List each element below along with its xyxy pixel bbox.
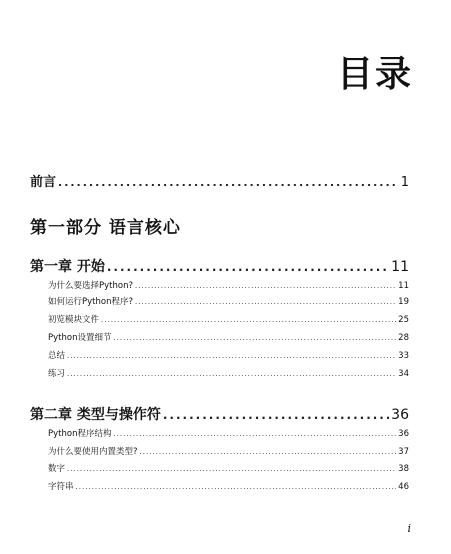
toc-entry-preface[interactable] [30, 171, 409, 190]
toc-section[interactable] [48, 295, 409, 307]
chapter-page: 11 [391, 259, 409, 275]
section-label: 如何运行Python程序? [48, 297, 133, 307]
section-label: 练习 [48, 369, 66, 379]
toc-section[interactable] [48, 427, 409, 439]
dot-leader [113, 334, 396, 342]
section-page: 11 [398, 281, 409, 291]
toc-section[interactable] [48, 367, 409, 379]
chapter-label: 第二章 类型与操作符 [30, 407, 161, 423]
section-page: 36 [398, 429, 409, 439]
toc-section[interactable] [48, 349, 409, 361]
section-label: 总结 [48, 351, 66, 361]
toc-entry-label: 前言 [30, 175, 57, 190]
section-page: 28 [398, 333, 409, 343]
dot-leader [107, 260, 389, 274]
part-title: 第一部分 语言核心 [30, 218, 181, 238]
toc-section[interactable] [48, 331, 409, 343]
section-page: 33 [398, 351, 409, 361]
toc-section[interactable] [48, 279, 409, 291]
section-page: 19 [398, 297, 409, 307]
dot-leader [101, 316, 396, 324]
chapter-page: 36 [391, 407, 409, 423]
dot-leader [76, 483, 397, 491]
toc-section[interactable] [48, 480, 409, 492]
toc-entry-page: 1 [400, 175, 409, 190]
section-label: 字符串 [48, 482, 74, 492]
chapter-label: 第一章 开始 [30, 259, 105, 275]
page-number: i [407, 522, 411, 535]
dot-leader [67, 352, 396, 360]
section-label: Python设置细节 [48, 333, 112, 343]
section-page: 25 [398, 315, 409, 325]
section-label: Python程序结构 [48, 429, 112, 439]
section-page: 38 [398, 464, 409, 474]
dot-leader [58, 176, 399, 189]
dot-leader [140, 448, 397, 456]
section-label: 为什么要使用内置类型? [48, 447, 138, 457]
section-label: 初览模块文件 [48, 315, 100, 325]
dot-leader [163, 408, 389, 422]
section-page: 34 [398, 369, 409, 379]
dot-leader [135, 282, 396, 290]
dot-leader [135, 298, 396, 306]
toc-section[interactable] [48, 313, 409, 325]
toc-section[interactable] [48, 462, 409, 474]
section-label: 为什么要选择Python? [48, 281, 133, 291]
section-page: 46 [398, 482, 409, 492]
toc-chapter-2[interactable] [30, 404, 409, 424]
dot-leader [67, 370, 396, 378]
page-title: 目录 [336, 54, 413, 95]
toc-section[interactable] [48, 445, 409, 457]
section-label: 数字 [48, 464, 66, 474]
section-page: 37 [398, 447, 409, 457]
dot-leader [67, 465, 396, 473]
dot-leader [113, 430, 396, 438]
toc-chapter-1[interactable] [30, 256, 409, 276]
